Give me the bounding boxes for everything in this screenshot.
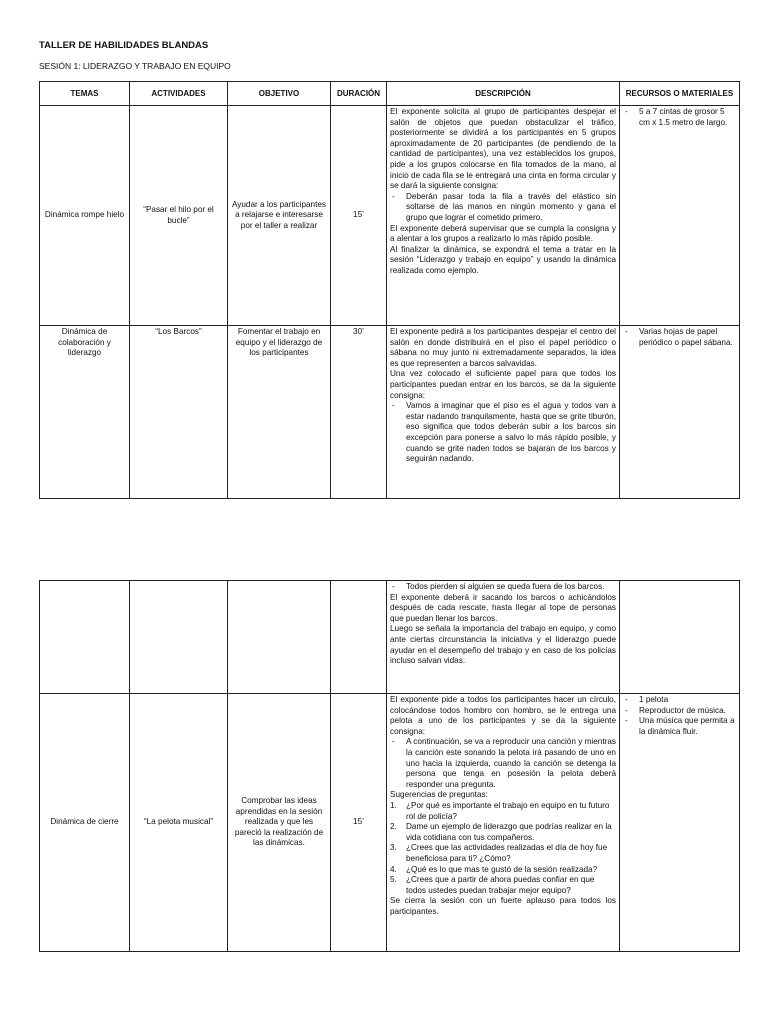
resource-item: - Una música que permita a la dinámica fluir.	[623, 716, 736, 737]
row-recursos-empty	[620, 581, 740, 694]
row-tema: Dinámica rompe hielo	[40, 106, 130, 326]
row-duracion: 30’	[331, 326, 387, 499]
row-objetivo: Fomentar el trabajo en equipo y el liderazgo de los participantes	[228, 326, 331, 499]
desc-paragraph: Sugerencias de preguntas:	[390, 790, 488, 800]
header-recursos: RECURSOS O MATERIALES	[620, 82, 740, 106]
row-actividad-empty	[130, 581, 228, 694]
row-tema: Dinámica de colaboración y liderazgo	[40, 326, 130, 499]
row-actividad: “La pelota musical”	[130, 694, 228, 952]
desc-paragraph: El exponente solicita al grupo de participantes despejar el salón de objetos que puedan obstaculizar el tráfico, posteriormente se dividirá a los participantes en 5 grupos aproximadamente de 20 participantes (de pendiendo de la cantidad de participantes), una vez establecidos los grupos, pide a los grupos colocarse en fila tomados de la mano, al inicio de cada fila se le entregará una cinta en forma circular y se dará la siguiente consigna:	[390, 107, 616, 191]
session-table-part-1	[39, 81, 740, 499]
desc-bullet: - Deberán pasar toda la fila a través del elástico sin soltarse de las manos en ningún momento y gana el grupo que lograr el cometido primero.	[390, 192, 616, 224]
row-recursos	[620, 106, 740, 326]
desc-paragraph: Al finalizar la dinámica, se expondrá el tema a tratar en la sesión “Liderazgo y trabajo en equipo” y usando la dinámica realizada como ejemplo.	[390, 244, 616, 275]
desc-bullet: - Vamos a imaginar que el piso es el agua y todos van a estar nadando tranquilamente, hasta que se grite tiburón, eso significa que todos deberán subir a los barcos sin excepción para ponerse a salvo lo más rápido posible, y cuando se grite naden todos se bajaran de los barcos y seguirán nadando.	[390, 401, 616, 465]
table-row	[40, 326, 740, 499]
desc-paragraph: El exponente pide a todos los participantes hacer un círculo, colocándose todos hombro con hombro, se le entrega una pelota a uno de los participantes y se da la siguiente consigna:	[390, 695, 616, 736]
resource-item: - 5 a 7 cintas de grosor 5 cm x 1.5 metro de largo.	[623, 107, 736, 128]
header-objetivo: OBJETIVO	[228, 82, 331, 106]
table-row	[40, 694, 740, 952]
row-recursos	[620, 694, 740, 952]
desc-paragraph: El exponente deberá supervisar que se cumpla la consigna y a alentar a los grupos a realizarlo lo más rápido posible.	[390, 223, 616, 244]
session-subtitle: SESIÓN 1: LIDERAZGO Y TRABAJO EN EQUIPO	[39, 61, 231, 71]
question-item: 2. Dame un ejemplo de liderazgo que podrías realizar en la vida cotidiana con tus compañeros.	[390, 822, 612, 842]
resource-item: - Reproductor de música.	[623, 706, 736, 717]
row-objetivo-empty	[228, 581, 331, 694]
question-item: 5. ¿Crees que a partir de ahora puedas confiar en que todos ustedes puedan trabajar mejor equipo?	[390, 875, 595, 895]
row-duracion-empty	[331, 581, 387, 694]
desc-paragraph: Una vez colocado el suficiente papel para que todos los participantes puedan entrar en los barcos, se da la siguiente consigna:	[390, 369, 616, 400]
document-title: TALLER DE HABILIDADES BLANDAS	[39, 40, 209, 51]
row-descripcion	[387, 106, 620, 326]
question-item: 4. ¿Qué es lo que mas te gustó de la sesión realizada?	[390, 864, 598, 874]
row-descripcion	[387, 694, 620, 952]
row-recursos	[620, 326, 740, 499]
question-item: 3. ¿Crees que las actividades realizadas el día de hoy fue beneficiosa para ti? ¿Cómo?	[390, 843, 608, 863]
row-objetivo: Ayudar a los participantes a relajarse e interesarse por el taller a realizar	[228, 106, 331, 326]
row-tema: Dinámica de cierre	[40, 694, 130, 952]
row-tema-empty	[40, 581, 130, 694]
table-header-row	[40, 82, 740, 106]
resource-item: - Varias hojas de papel periódico o papel sábana.	[623, 327, 736, 348]
desc-paragraph: Se cierra la sesión con un fuerte aplauso para todos los participantes.	[390, 896, 616, 916]
table-row	[40, 581, 740, 694]
row-descripcion	[387, 581, 620, 694]
question-item: 1. ¿Por qué es importante el trabajo en equipo en tu futuro rol de policía?	[390, 800, 610, 821]
header-descripcion: DESCRIPCIÓN	[387, 82, 620, 106]
desc-bullet: - A continuación, se va a reproducir una canción y mientras la canción este sonando la pelota irá pasando de uno en uno hacia la izquierda, cuando la canción se detenga la persona que tenga en posesión la pelota deberá responder una pregunta.	[390, 737, 616, 790]
row-objetivo: Comprobar las ideas aprendidas en la sesión realizada y que les pareció la realización de las dinámicas.	[228, 694, 331, 952]
row-descripcion	[387, 326, 620, 499]
row-duracion: 15’	[331, 694, 387, 952]
header-temas: TEMAS	[40, 82, 130, 106]
desc-paragraph: Luego se señala la importancia del trabajo en equipo, y como ante ciertas circunstancia la iniciativa y el liderazgo puede ayudar en el desempeño del trabajo y en caso de los policías incluso salvan vidas.	[390, 624, 616, 666]
desc-paragraph: El exponente pedirá a los participantes despejar el centro del salón en donde distribuirá en el piso el papel periódico o sábana no muy junto ni extremadamente separados, la idea es que representen a barcos salvavidas.	[390, 327, 616, 368]
header-actividades: ACTIVIDADES	[130, 82, 228, 106]
desc-bullet: - Todos pierden si alguien se queda fuera de los barcos.	[390, 582, 616, 593]
row-actividad: “Pasar el hilo por el bucle”	[130, 106, 228, 326]
resource-item: - 1 pelota	[623, 695, 736, 706]
header-duracion: DURACIÓN	[331, 82, 387, 106]
session-table-part-2	[39, 580, 740, 952]
desc-paragraph: El exponente deberá ir sacando los barcos o achicándolos después de cada rescate, hasta llegar al tope de personas que puedan llenar los barcos.	[390, 592, 616, 623]
table-row	[40, 106, 740, 326]
row-duracion: 15’	[331, 106, 387, 326]
row-actividad: “Los Barcos”	[130, 326, 228, 499]
question-list	[390, 801, 616, 896]
